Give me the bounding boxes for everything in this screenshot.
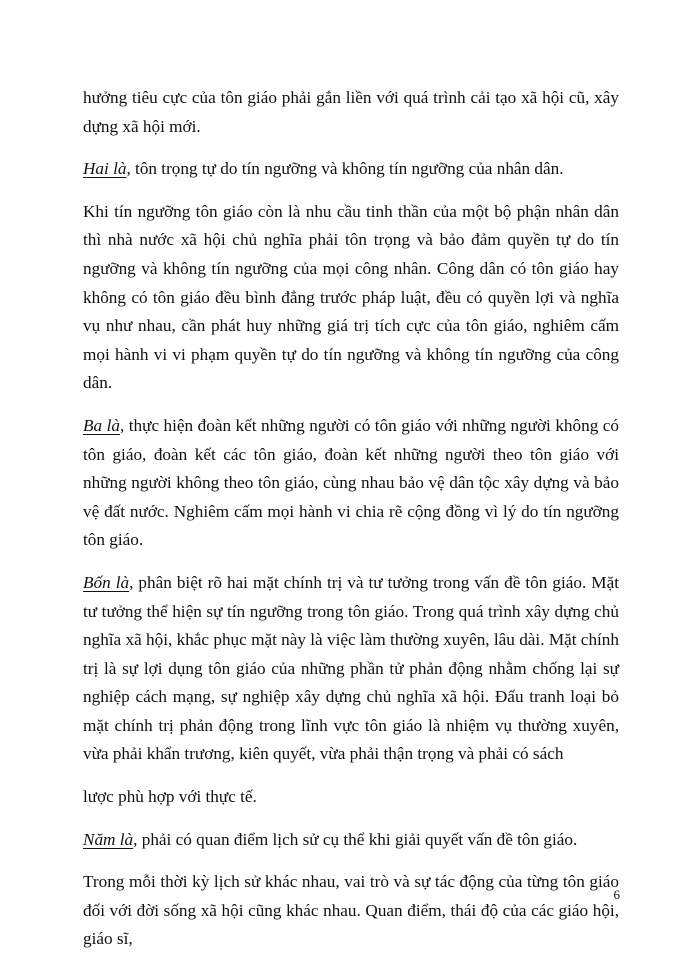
- paragraph-lead: Bốn là: [83, 572, 130, 592]
- page-number: 6: [613, 887, 620, 902]
- paragraph-text: hưởng tiêu cực của tôn giáo phải gắn liền với quá trình cải tạo xã hội cũ, xây dựng xã hội mới.: [83, 88, 619, 136]
- paragraph-text: , tôn trọng tự do tín ngưỡng và không tín ngưỡng của nhân dân.: [126, 159, 564, 179]
- paragraph-historical-view: [83, 868, 619, 954]
- document-body: [83, 84, 619, 968]
- paragraph-point-four: [83, 569, 619, 769]
- paragraph-freedom-of-belief: [83, 198, 619, 398]
- paragraph-point-five: [83, 826, 619, 855]
- paragraph-text: lược phù hợp với thực tế.: [83, 787, 257, 807]
- paragraph-lead: Hai là: [83, 159, 127, 179]
- paragraph-point-two: [83, 155, 619, 184]
- paragraph-text: Khi tín ngưỡng tôn giáo còn là nhu cầu tinh thần của một bộ phận nhân dân thì nhà nước xã hội chủ nghĩa phải tôn trọng và bảo đảm quyền tự do tín ngưỡng và không tín ngưỡng của mọi công nhân. Công dân có tôn giáo hay không có tôn giáo đều bình đẳng trước pháp luật, đều có quyền lợi và nghĩa vụ như nhau, cần phát huy những giá trị tích cực của tôn giáo, nghiêm cấm mọi hành vi vi phạm quyền tự do tín ngưỡng và không tín ngưỡng của công dân.: [83, 201, 619, 393]
- paragraph-point-four-end: [83, 783, 619, 812]
- paragraph-continuation: [83, 84, 619, 141]
- paragraph-text: , thực hiện đoàn kết những người có tôn giáo với những người không có tôn giáo, đoàn kết các tôn giáo, đoàn kết những người theo tôn giáo với những người không theo tôn giáo, cùng nhau bảo vệ dân tộc xây dựng và bảo vệ đất nước. Nghiêm cấm mọi hành vi chia rẽ cộng đồng vì lý do tín ngưỡng tôn giáo.: [83, 415, 620, 550]
- paragraph-point-three: [83, 412, 619, 555]
- paragraph-lead: Ba là: [83, 415, 120, 435]
- paragraph-text: , phân biệt rõ hai mặt chính trị và tư tưởng trong vấn đề tôn giáo. Mặt tư tưởng thể hiện sự tín ngưỡng trong tôn giáo. Trong quá trình xây dựng chủ nghĩa xã hội, khắc phục mặt này là việc làm thường xuyên, lâu dài. Mặt chính trị là sự lợi dụng tôn giáo của những phần tử phản động nhằm chống lại sự nghiệp cách mạng, sự nghiệp xây dựng chủ nghĩa xã hội. Đấu tranh loại bỏ mặt chính trị phản động trong lĩnh vực tôn giáo là nhiệm vụ thường xuyên, vừa phải khẩn trương, kiên quyết, vừa phải thận trọng và phải có sách: [83, 572, 619, 764]
- paragraph-lead: Năm là: [83, 829, 134, 849]
- paragraph-text: Trong mỗi thời kỳ lịch sử khác nhau, vai trò và sự tác động của từng tôn giáo đối với đời sống xã hội cũng khác nhau. Quan điểm, thái độ của các giáo hội, giáo sĩ,: [83, 872, 619, 949]
- paragraph-text: , phải có quan điểm lịch sử cụ thể khi giải quyết vấn đề tôn giáo.: [133, 829, 578, 849]
